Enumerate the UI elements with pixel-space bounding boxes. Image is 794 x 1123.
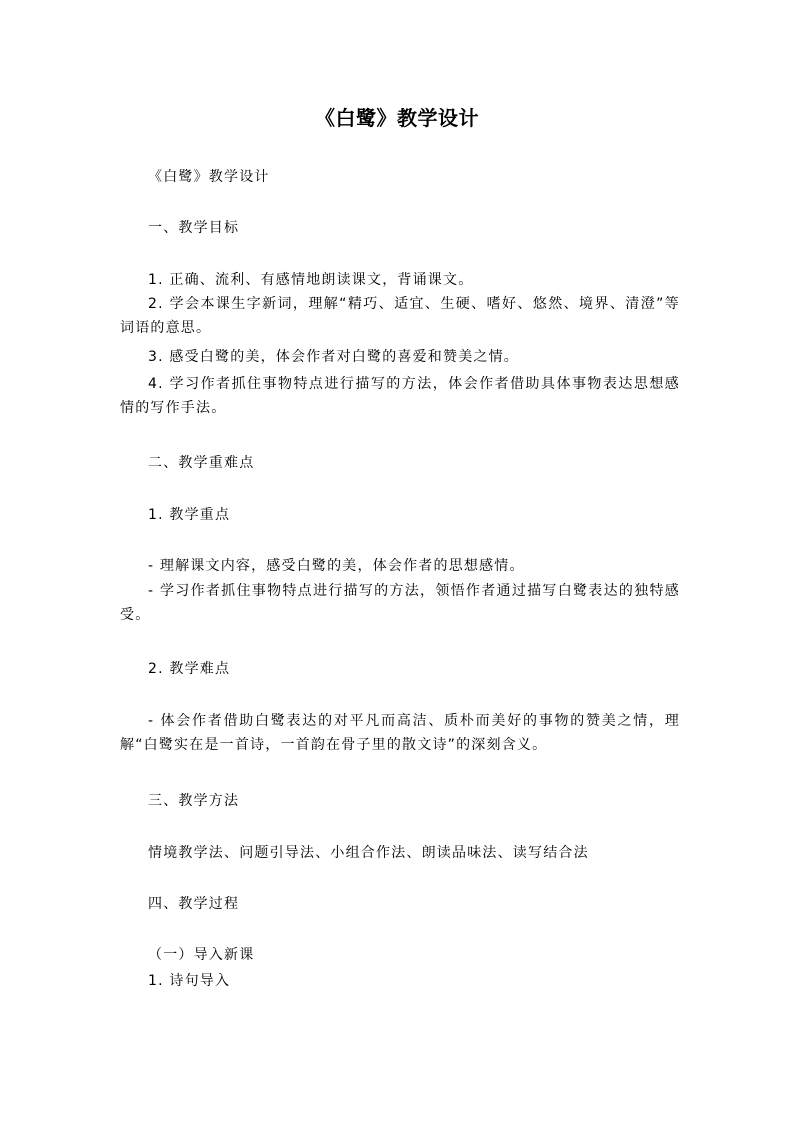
difficult-points-heading: 2. 教学难点 [148,661,231,677]
document-subtitle: 《白鹭》教学设计 [148,169,270,185]
document-title: 《白鹭》教学设计 [315,106,479,130]
objective-item-2: 2. 学会本课生字新词，理解“精巧、适宜、生硬、嗜好、悠然、境界、清澄”等词语的意思。 [120,296,680,336]
objective-item-3: 3. 感受白鹭的美，体会作者对白鹭的喜爱和赞美之情。 [148,349,520,365]
key-points-heading: 1. 教学重点 [148,507,231,523]
methods-content: 情境教学法、问题引导法、小组合作法、朗读品味法、读写结合法 [148,845,589,861]
section-heading-process: 四、教学过程 [148,896,240,912]
objective-item-1: 1. 正确、流利、有感情地朗读课文，背诵课文。 [148,272,474,288]
key-point-item-2: - 学习作者抓住事物特点进行描写的方法，领悟作者通过描写白鹭表达的独特感受。 [120,583,680,623]
objective-item-4: 4. 学习作者抓住事物特点进行描写的方法，体会作者借助具体事物表达思想感情的写作手法。 [120,376,680,416]
difficult-point-item-1: - 体会作者借助白鹭表达的对平凡而高洁、质朴而美好的事物的赞美之情，理解“白鹭实在是一首诗，一首韵在骨子里的散文诗”的深刻含义。 [120,713,680,753]
key-point-item-1: - 理解课文内容，感受白鹭的美，体会作者的思想感情。 [148,558,525,574]
section-heading-key-points: 二、教学重难点 [148,455,255,471]
process-item-poem-intro: 1. 诗句导入 [148,973,231,989]
section-heading-methods: 三、教学方法 [148,793,240,809]
process-subheading-intro: （一）导入新课 [148,947,255,963]
section-heading-objectives: 一、教学目标 [148,220,240,236]
